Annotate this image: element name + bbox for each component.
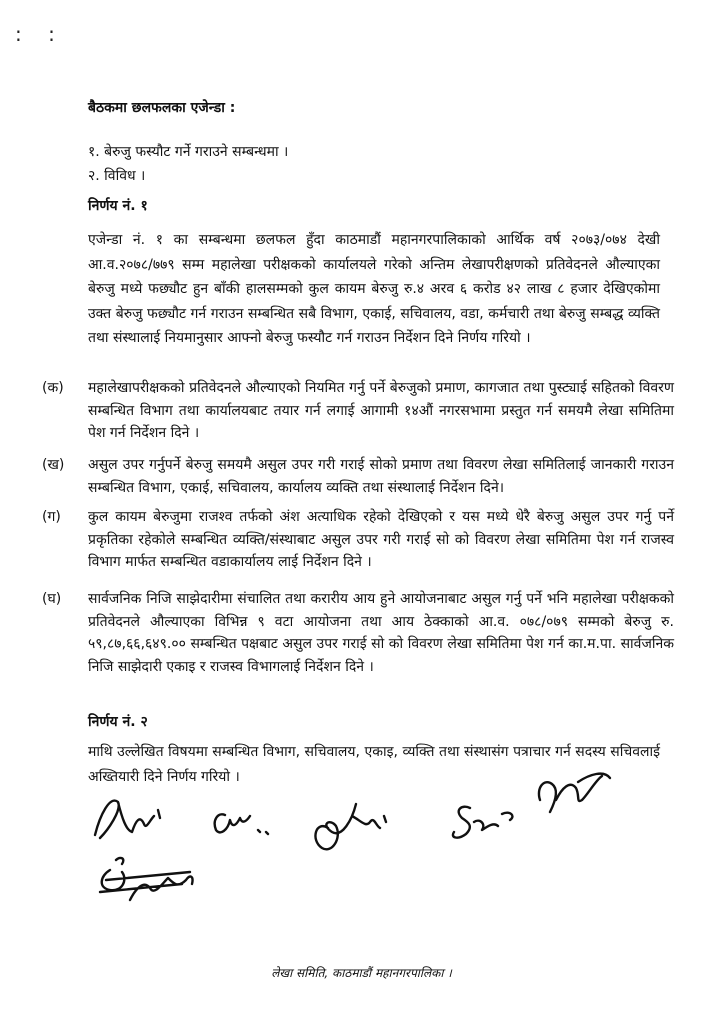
signatures-graphic bbox=[70, 760, 650, 930]
decision-1-subitem-kha bbox=[42, 454, 674, 499]
signature-6 bbox=[100, 858, 193, 900]
decision-1-heading: निर्णय नं. १ bbox=[88, 198, 148, 214]
agenda-item-1: १. बेरुजु फस्यौट गर्ने गराउने सम्बन्धमा । bbox=[88, 144, 289, 160]
subitem-mark: (घ) bbox=[42, 591, 62, 607]
subitem-text: कुल कायम बेरुजुमा राजश्व तर्फको अंश अत्याधिक रहेको देखिएको र यस मध्ये धेरै बेरुजु असुल उपर गर्नु पर्ने प्रकृतिका रहेकोले सम्बन्धित व्यक्ति/संस्थाबाट असुल उपर गरी गराई सो को विवरण लेखा समितिमा पेश गर्न राजस्व विभाग मार्फत सम्बन्धित वडाकार्यालय लाई निर्देशन दिने । bbox=[88, 509, 674, 570]
agenda-heading: बैठकमा छलफलका एजेन्डा : bbox=[88, 100, 236, 116]
footer-committee-name: लेखा समिति, काठमाडौं महानगरपालिका । bbox=[271, 966, 452, 980]
subitem-text: सार्वजनिक निजि साझेदारीमा संचालित तथा करारीय आय हुने आयोजनाबाट असुल गर्नु पर्ने भनि महालेखा परीक्षकको प्रतिवेदनले औल्याएका विभिन्न ९ वटा आयोजना तथा आय ठेक्काको आ.व. ०७८/०७९ सम्मको बेरुजु रु. ५९,८७,६६,६४९.०० सम्बन्धित पक्षबाट असुल उपर गराई सो को विवरण लेखा समितिमा पेश गर्न का.म.पा. सार्वजनिक निजि साझेदारी एकाइ र राजस्व विभागलाई निर्देशन दिने । bbox=[88, 591, 674, 675]
subitem-mark: (क) bbox=[42, 380, 64, 396]
decision-1-subitem-ga bbox=[42, 506, 674, 574]
subitem-mark: (ग) bbox=[42, 509, 61, 525]
signature-3 bbox=[315, 804, 386, 849]
signature-4 bbox=[453, 807, 513, 838]
decision-1-subitem-ka bbox=[42, 377, 674, 445]
subitem-text: महालेखापरीक्षकको प्रतिवेदनले औल्याएको नियमित गर्नु पर्ने बेरुजुको प्रमाण, कागजात तथा पुस्ट्याई सहितको विवरण सम्बन्धित विभाग तथा कार्यालयबाट तयार गर्न लगाई आगामी १४औं नगरसभामा प्रस्तुत गर्न समयमै लेखा समितिमा पेश गर्न निर्देशन दिने । bbox=[88, 380, 674, 441]
corner-mark: : : bbox=[15, 22, 65, 46]
decision-1-paragraph: एजेन्डा नं. १ का सम्बन्धमा छलफल हुँदा काठमाडौं महानगरपालिकाको आर्थिक वर्ष २०७३/०७४ देखी आ.व.२०७८/७७९ सम्म महालेखा परीक्षकको कार्यालयले गरेको अन्तिम लेखापरीक्षणको प्रतिवेदनले औल्याएका बेरुजु मध्ये फछ्यौट हुन बाँकी हालसम्मको कुल कायम बेरुजु रु.४ अरव ६ करोड ४२ लाख ८ हजार देखिएकोमा उक्त बेरुजु फछ्यौट गर्न गराउन सम्बन्धित सबै विभाग, एकाई, सचिवालय, वडा, कर्मचारी तथा बेरुजु सम्बद्ध व्यक्ति तथा संस्थालाई नियमानुसार आफ्नो बेरुजु फस्यौट गर्न गराउन निर्देशन दिने निर्णय गरियो । bbox=[88, 232, 660, 346]
signature-5 bbox=[539, 774, 610, 812]
decision-2-heading: निर्णय नं. २ bbox=[88, 714, 148, 730]
signature-2 bbox=[215, 814, 268, 834]
signature-area bbox=[70, 760, 650, 930]
agenda-item-2: २. विविध । bbox=[88, 168, 146, 184]
decision-2-paragraph: माथि उल्लेखित विषयमा सम्बन्धित विभाग, सचिवालय, एकाइ, व्यक्ति तथा संस्थासंग पत्राचार गर्न सदस्य सचिवलाई अख्तियारी दिने निर्णय गरियो । bbox=[88, 744, 660, 785]
decision-1-subitem-gha bbox=[42, 588, 674, 678]
subitem-mark: (ख) bbox=[42, 457, 65, 473]
subitem-text: असुल उपर गर्नुपर्ने बेरुजु समयमै असुल उपर गरी गराई सोको प्रमाण तथा विवरण लेखा समितिलाई जानकारी गराउन सम्बन्धित विभाग, एकाई, सचिवालय, कार्यालय व्यक्ति तथा संस्थालाई निर्देशन दिने। bbox=[88, 457, 674, 496]
signature-1 bbox=[95, 801, 160, 838]
